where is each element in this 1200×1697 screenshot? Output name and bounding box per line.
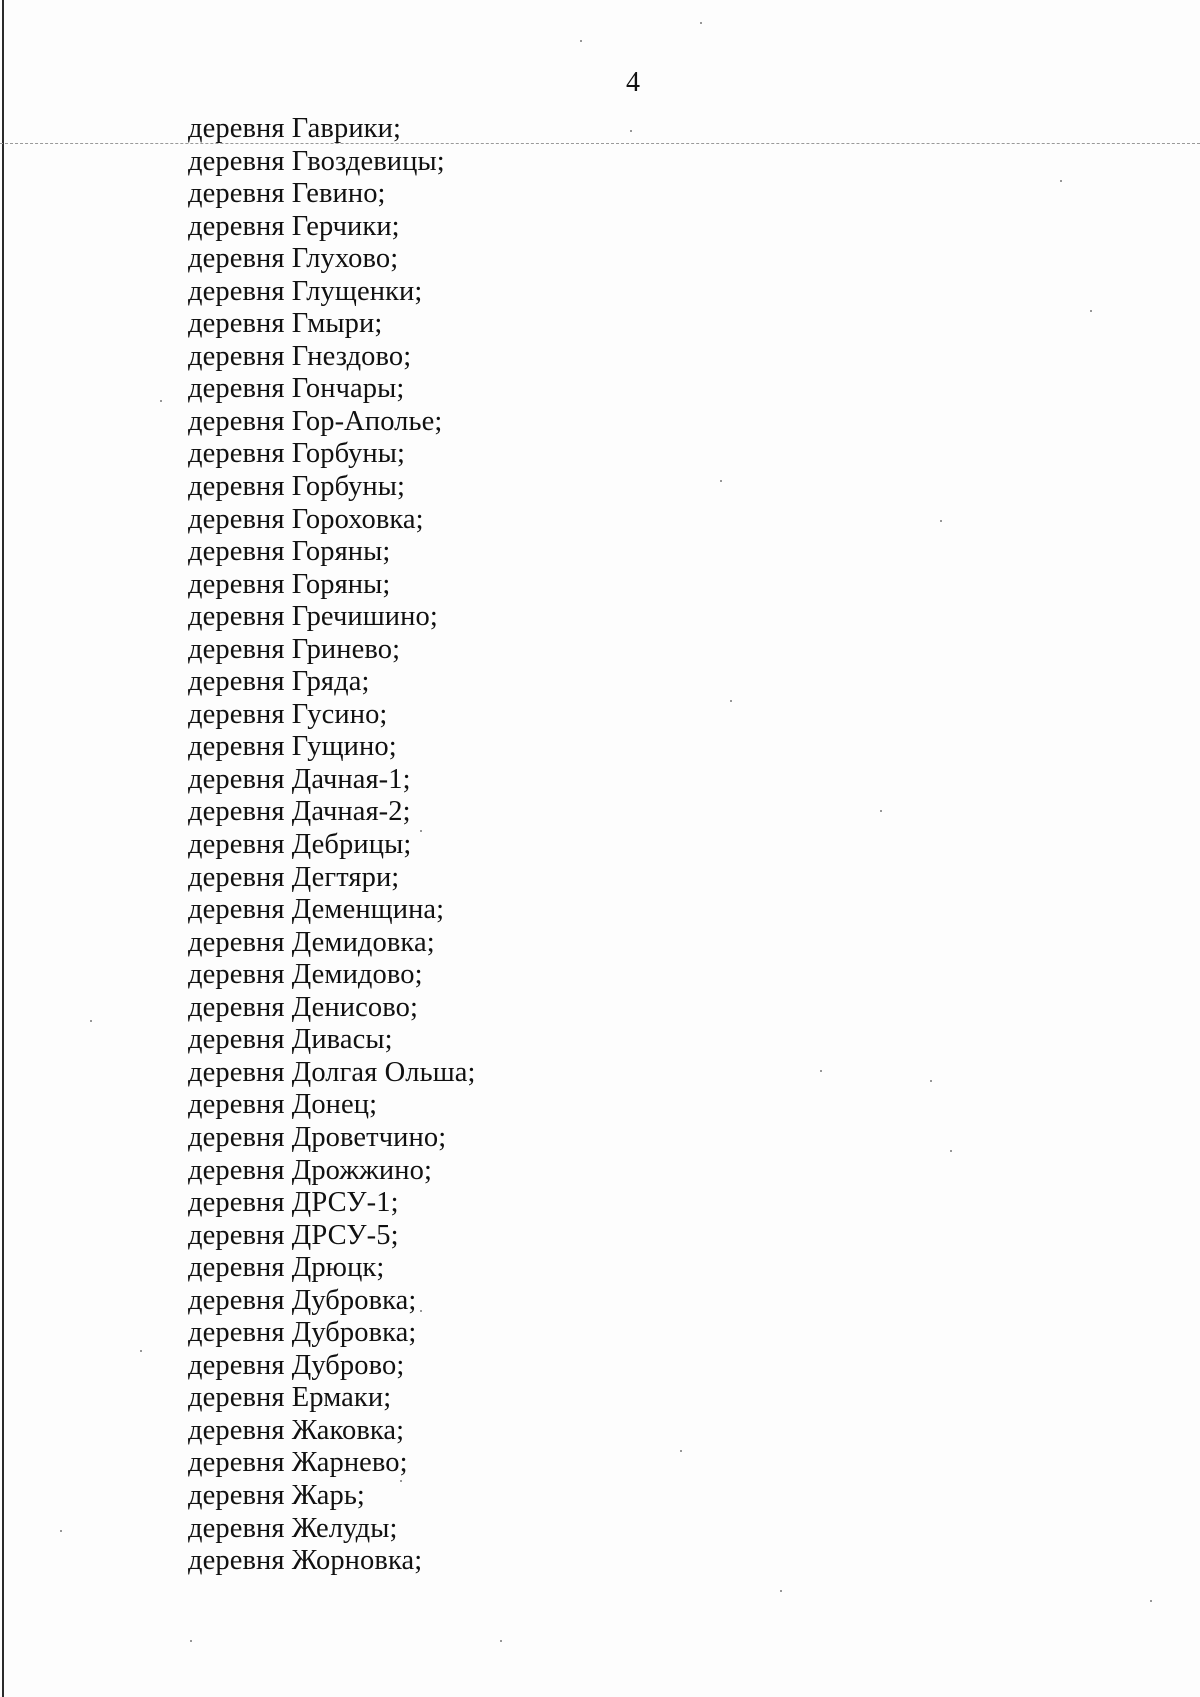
scan-speck — [630, 130, 632, 132]
scan-speck — [420, 1310, 422, 1312]
settlement-item: деревня Дегтяри; — [188, 861, 400, 893]
scan-speck — [1090, 310, 1092, 312]
settlement-item: деревня Гущино; — [188, 731, 397, 763]
settlement-item: деревня Дрюцк; — [188, 1252, 385, 1284]
scan-speck — [820, 1070, 822, 1072]
scan-speck — [730, 700, 732, 702]
settlement-item: деревня ДРСУ-5; — [188, 1219, 399, 1251]
scan-speck — [930, 1080, 932, 1082]
settlement-item: деревня Гринево; — [188, 633, 401, 665]
settlement-item: деревня Герчики; — [188, 210, 400, 242]
settlement-item: деревня Горбуны; — [188, 471, 406, 503]
scan-speck — [160, 400, 162, 402]
scan-speck — [680, 1450, 682, 1452]
scan-speck — [60, 1530, 62, 1532]
settlement-item: деревня Гнездово; — [188, 340, 412, 372]
scan-speck — [1060, 180, 1062, 182]
settlement-item: деревня Гончары; — [188, 373, 405, 405]
settlement-item: деревня Гаврики; — [188, 113, 401, 144]
scan-speck — [700, 22, 702, 24]
scan-speck — [400, 1480, 402, 1482]
settlement-item: деревня Жорновка; — [188, 1545, 423, 1577]
scan-speck — [950, 1150, 952, 1152]
scan-artifact-line — [0, 143, 1200, 144]
settlement-item: деревня Гречишино; — [188, 601, 438, 633]
page-number: 4 — [626, 67, 640, 98]
settlement-item: деревня Демидово; — [188, 959, 423, 991]
settlement-item: деревня Дрожжино; — [188, 1154, 432, 1186]
settlement-item: деревня Донец; — [188, 1089, 378, 1121]
settlement-item: деревня Дебрицы; — [188, 829, 412, 861]
scan-speck — [780, 1590, 782, 1592]
scan-speck — [90, 1020, 92, 1022]
scan-speck — [500, 1640, 502, 1642]
settlement-item: деревня Горяны; — [188, 536, 391, 568]
settlement-item: деревня Долгая Ольша; — [188, 1056, 476, 1088]
scan-speck — [940, 520, 942, 522]
scan-speck — [140, 1350, 142, 1352]
page-left-edge — [2, 0, 4, 1697]
settlement-item: деревня Дачная-1; — [188, 763, 411, 795]
scan-speck — [720, 480, 722, 482]
settlement-item: деревня Дачная-2; — [188, 796, 411, 828]
settlement-item: деревня Дубровка; — [188, 1317, 417, 1349]
settlement-item: деревня Дубровка; — [188, 1284, 417, 1316]
settlement-item: деревня Гор-Аполье; — [188, 405, 443, 437]
scan-speck — [420, 830, 422, 832]
settlement-item: деревня ДРСУ-1; — [188, 1187, 399, 1219]
scan-speck — [880, 810, 882, 812]
settlement-item: деревня Гевино; — [188, 178, 386, 210]
settlement-item: деревня Глухово; — [188, 243, 399, 275]
settlement-item: деревня Гусино; — [188, 698, 388, 730]
settlement-item: деревня Денисово; — [188, 991, 418, 1023]
settlement-item: деревня Ермаки; — [188, 1382, 392, 1414]
scan-speck — [580, 40, 582, 42]
settlement-item: деревня Горяны; — [188, 568, 391, 600]
settlement-item: деревня Желуды; — [188, 1512, 398, 1544]
settlement-item: деревня Гороховка; — [188, 503, 424, 535]
settlement-item: деревня Глущенки; — [188, 275, 423, 307]
settlement-item: деревня Жарнево; — [188, 1447, 408, 1479]
settlement-item: деревня Дроветчино; — [188, 1121, 447, 1153]
settlement-item: деревня Горбуны; — [188, 438, 406, 470]
scan-speck — [190, 1640, 192, 1642]
settlement-item: деревня Деменщина; — [188, 894, 445, 926]
settlement-item: деревня Гвоздевицы; — [188, 145, 445, 177]
settlement-list — [188, 113, 476, 1578]
settlement-item: деревня Демидовка; — [188, 926, 435, 958]
settlement-item: деревня Дуброво; — [188, 1349, 405, 1381]
scan-speck — [1150, 1600, 1152, 1602]
settlement-item: деревня Жаковка; — [188, 1414, 405, 1446]
settlement-item: деревня Жарь; — [188, 1479, 365, 1511]
settlement-item: деревня Гмыри; — [188, 308, 383, 340]
settlement-item: деревня Дивасы; — [188, 1024, 393, 1056]
settlement-item: деревня Гряда; — [188, 666, 370, 698]
